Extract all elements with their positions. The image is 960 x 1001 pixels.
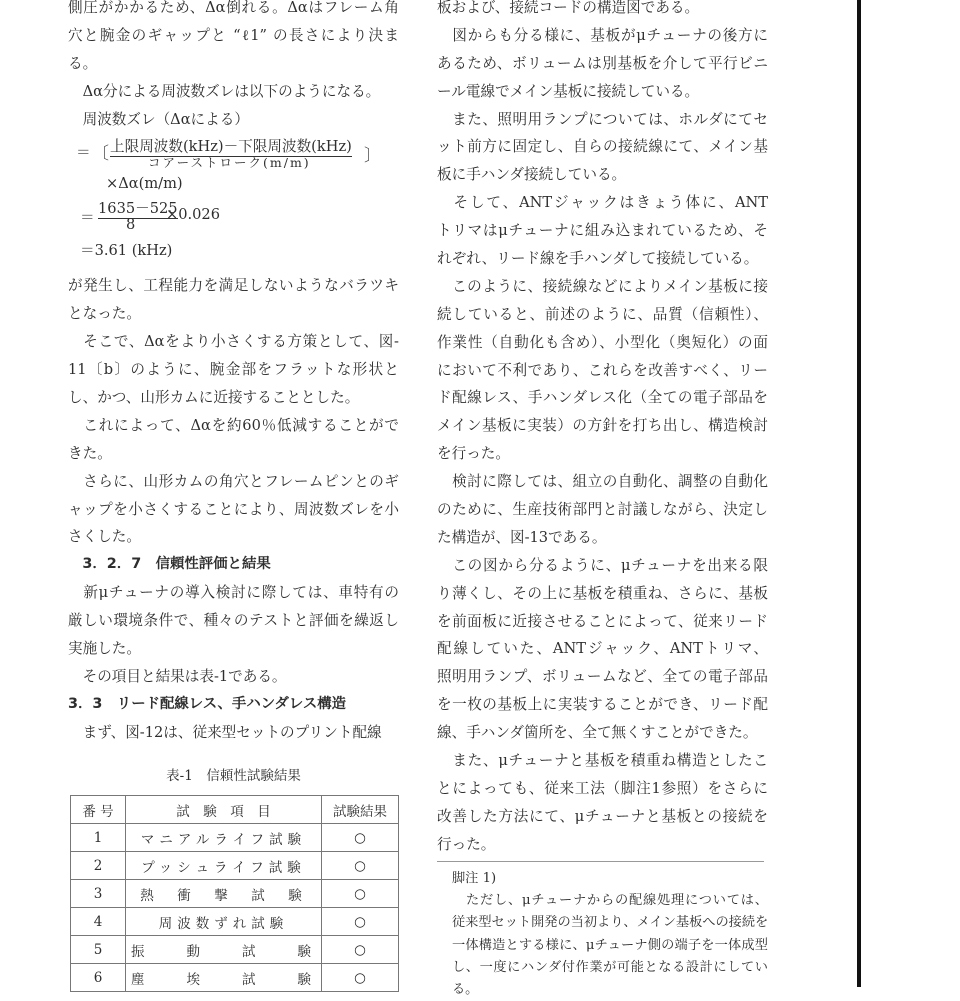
text-line: 新μチューナの導入検討に際しては、車特有の xyxy=(68,584,399,602)
footnote xyxy=(452,868,768,1001)
text-line: ット前方に固定し、自らの接続線にて、メイン基 xyxy=(437,138,768,156)
text-line: 周波数ズレ（Δαによる） xyxy=(68,110,249,128)
footnote-divider xyxy=(437,861,764,862)
text-line: ャップを小さくすることにより、周波数ズレを小 xyxy=(68,500,399,518)
text-line: 続していると、前述のように、品質（信頼性）、 xyxy=(437,305,768,323)
table-row xyxy=(71,964,399,992)
text-line: し、一度にハンダ付作業が可能となる設計にしてい xyxy=(452,959,768,975)
row-number: 2 xyxy=(71,852,126,880)
text-line: において不利であり、これらを改善すべく、リー xyxy=(437,361,768,379)
table-row xyxy=(71,908,399,936)
left-column xyxy=(68,0,399,747)
text-line: る。 xyxy=(452,981,479,997)
formula-numerator-2: 1635－525 xyxy=(98,197,178,219)
row-number: 1 xyxy=(71,824,126,852)
footnote-title: 脚注 1) xyxy=(452,871,497,886)
formula-numerator: 上限周波数(kHz)－下限周波数(kHz) xyxy=(110,135,352,157)
text-line: 作業性（自動化も含め）、小型化（奥短化）の面 xyxy=(437,333,768,351)
section-heading: 3．2．7 信頼性評価と結果 xyxy=(68,556,271,573)
test-item: 振 動 試 験 xyxy=(126,936,322,964)
test-item: 周波数ずれ試験 xyxy=(126,908,322,936)
text-line: る。 xyxy=(68,54,98,72)
text-line: メイン基板に実装）の方針を打ち出し、構造検討 xyxy=(437,417,768,435)
formula-result: ＝3.61 (kHz) xyxy=(80,242,173,260)
text-line: Δα分による周波数ズレは以下のようになる。 xyxy=(68,82,381,100)
text-line: トリマはμチューナに組み込まれているため、そ xyxy=(437,222,768,240)
left-text-top xyxy=(68,0,399,133)
text-line: 改善した方法にて、μチューナと基板との接続を xyxy=(437,807,768,825)
text-line: 板に手ハンダ接続している。 xyxy=(437,166,627,184)
row-number: 3 xyxy=(71,880,126,908)
text-line: となった。 xyxy=(68,305,141,323)
row-number: 6 xyxy=(71,964,126,992)
formula-denominator-2: 8 xyxy=(126,216,136,234)
header-result: 試験結果 xyxy=(322,796,399,824)
formula-denominator: コアーストローク(m/m) xyxy=(148,155,311,171)
test-item: プッシュライフ試験 xyxy=(126,852,322,880)
page-edge-border xyxy=(857,0,861,987)
text-line: 一体構造とする様に、μチューナ側の端子を一体成型 xyxy=(452,937,768,953)
text-line: 照明用ランプ、ボリュームなど、全ての電子部品 xyxy=(437,668,768,686)
formula-times-coefficient: ×0.026 xyxy=(166,206,221,224)
text-line: を行った。 xyxy=(437,445,510,463)
row-number: 4 xyxy=(71,908,126,936)
text-line: ド配線レス、手ハンダレス化（全ての電子部品を xyxy=(437,389,768,407)
text-line: あるため、ボリュームは別基板を介して平行ビニ xyxy=(437,54,768,72)
text-line: 図からも分る様に、基板がμチューナの後方に xyxy=(437,26,768,44)
table-row xyxy=(71,880,399,908)
text-line: とによっても、従来工法（脚注1参照）をさらに xyxy=(437,779,768,797)
text-line: れぞれ、リード線を手ハンダして接続している。 xyxy=(437,250,759,268)
text-line: を一枚の基板上に実装することができ、リード配 xyxy=(437,696,768,714)
table-caption: 表-1 信頼性試験結果 xyxy=(166,768,301,784)
row-number: 5 xyxy=(71,936,126,964)
table-row xyxy=(71,824,399,852)
text-line: その項目と結果は表-1である。 xyxy=(68,667,287,685)
table-header-row xyxy=(71,796,399,824)
text-line: きた。 xyxy=(68,444,112,462)
text-line: まず、図-12は、従来型セットのプリント配線 xyxy=(68,723,382,741)
text-line: さらに、山形カムの角穴とフレームピンとのギ xyxy=(68,472,399,490)
text-line: そこで、Δαをより小さくする方策として、図- xyxy=(68,333,399,351)
text-line: さくした。 xyxy=(68,528,141,546)
text-line: 厳しい環境条件で、種々のテストと評価を繰返し xyxy=(68,612,399,630)
section-heading: 3．3 リード配線レス、手ハンダレス構造 xyxy=(68,695,347,712)
formula-left-bracket: 〔 xyxy=(92,144,109,165)
text-line: また、照明用ランプについては、ホルダにてセ xyxy=(437,110,768,128)
text-line: た構造が、図-13である。 xyxy=(437,528,607,546)
formula-right-bracket: 〕 xyxy=(364,146,381,167)
test-result: ○ xyxy=(322,852,399,880)
formula-times-delta: ×Δα(m/m) xyxy=(106,175,183,193)
frequency-shift-formula xyxy=(68,133,399,272)
test-result: ○ xyxy=(322,908,399,936)
reliability-test-table xyxy=(70,795,399,992)
test-result: ○ xyxy=(322,880,399,908)
test-result: ○ xyxy=(322,824,399,852)
table-row xyxy=(71,852,399,880)
formula-equals: ＝ xyxy=(76,144,91,162)
text-line: 側圧がかかるため、Δα倒れる。Δαはフレーム角 xyxy=(68,0,399,16)
text-line: 行った。 xyxy=(437,835,496,853)
text-line: これによって、Δαを約60％低減することがで xyxy=(68,416,399,434)
test-result: ○ xyxy=(322,964,399,992)
text-line: し、かつ、山形カムに近接することとした。 xyxy=(68,389,360,407)
text-line: り薄くし、その上に基板を積重ね、さらに、基板 xyxy=(437,584,768,602)
text-line: このように、接続線などによりメイン基板に接 xyxy=(437,277,768,295)
text-line: 線、手ハンダ箇所を、全て無くすことができた。 xyxy=(437,724,758,742)
text-line: 検討に際しては、組立の自動化、調整の自動化 xyxy=(437,473,768,491)
right-column xyxy=(437,0,768,859)
test-item: 熱 衝 撃 試 験 xyxy=(126,880,322,908)
test-item: 塵 埃 試 験 xyxy=(126,964,322,992)
text-line: 実施した。 xyxy=(68,640,141,658)
test-result: ○ xyxy=(322,936,399,964)
text-line: のために、生産技術部門と討議しながら、決定し xyxy=(437,501,768,519)
text-line: ただし、μチューナからの配線処理については、 xyxy=(452,893,768,909)
text-line: 配線していた、ANTジャック、ANTトリマ、 xyxy=(437,640,768,658)
left-text-bottom xyxy=(68,272,399,746)
text-line: が発生し、工程能力を満足しないようなバラツキ xyxy=(68,277,399,295)
text-line: ール電線でメイン基板に接続している。 xyxy=(437,82,700,100)
text-line: また、μチューナと基板を積重ね構造としたこ xyxy=(437,752,768,770)
text-line: 従来型セット開発の当初より、メイン基板への接続を xyxy=(452,915,769,931)
text-line: 板および、接続コードの構造図である。 xyxy=(437,0,700,16)
text-line: この図から分るように、μチューナを出来る限 xyxy=(437,556,768,574)
header-test-item: 試 験 項 目 xyxy=(126,796,322,824)
header-number: 番 号 xyxy=(71,796,126,824)
formula-equals-2: ＝ xyxy=(80,209,95,227)
text-line: 11〔b〕のように、腕金部をフラットな形状と xyxy=(68,361,399,379)
test-item: マニアルライフ試験 xyxy=(126,824,322,852)
text-line: そして、ANTジャックはきょう体に、ANT xyxy=(437,194,768,212)
table-row xyxy=(71,936,399,964)
text-line: を前面板に近接させることによって、従来リード xyxy=(437,612,768,630)
text-line: 穴と腕金のギャップと “ℓ1” の長さにより決ま xyxy=(68,26,399,44)
